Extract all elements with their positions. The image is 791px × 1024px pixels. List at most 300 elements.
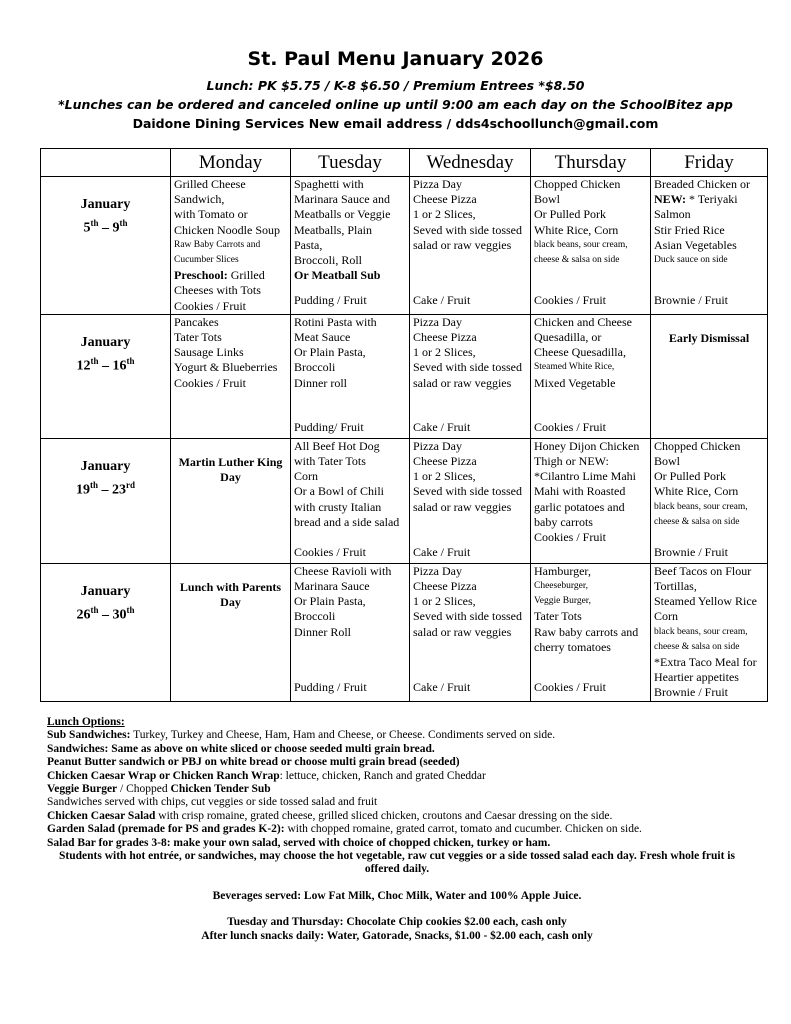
text: Tater Tots — [534, 609, 582, 624]
bold-text: NEW: — [654, 192, 687, 207]
cell-content — [294, 315, 406, 438]
menu-cell-tuesday — [291, 314, 410, 438]
start-day: 12 — [76, 358, 91, 374]
text: * Teriyaki — [686, 192, 738, 207]
week-row — [41, 438, 768, 563]
menu-line — [174, 223, 287, 238]
text: Cucumber Slices — [174, 255, 239, 266]
text: Seved with side tossed — [413, 222, 522, 237]
dessert: Pudding / Fruit — [294, 292, 367, 307]
dessert: Cake / Fruit — [413, 292, 471, 307]
menu-cell-friday: Early Dismissal — [651, 314, 768, 438]
day-header: Monday — [171, 149, 291, 177]
option-line — [47, 756, 747, 769]
bold-text: Chicken Tender Sub — [170, 783, 271, 796]
text: Marinara Sauce — [294, 579, 370, 594]
menu-line — [174, 192, 287, 207]
text: Sandwich, — [174, 192, 225, 207]
dessert: Cookies / Fruit — [534, 679, 607, 694]
menu-line — [294, 564, 406, 579]
text: Stir Fried Rice — [654, 222, 725, 237]
menu-line — [294, 454, 406, 469]
menu-line — [534, 207, 647, 222]
cookies-note: Tuesday and Thursday: Chocolate Chip cookies $2.00 each, cash only — [227, 916, 567, 929]
start-suffix: th — [90, 604, 99, 615]
date-range: 12th – 16th — [76, 355, 135, 374]
menu-line — [413, 594, 527, 609]
menu-line — [174, 238, 287, 253]
menu-line — [413, 177, 527, 192]
text: Meatballs, Plain — [294, 222, 372, 237]
menu-line — [413, 207, 527, 222]
text: Corn — [294, 469, 318, 484]
text: Raw baby carrots and — [534, 624, 639, 639]
menu-line — [534, 625, 647, 640]
text: Grilled — [227, 268, 265, 283]
menu-line — [654, 177, 764, 192]
text: with Tater Tots — [294, 454, 366, 469]
text: Cheese Pizza — [413, 454, 477, 469]
text: Chopped Chicken — [534, 177, 621, 191]
menu-line — [294, 609, 406, 624]
text: Pancakes — [174, 314, 219, 329]
text: 1 or 2 Slices, — [413, 345, 476, 360]
menu-line — [174, 283, 287, 298]
text: Corn — [654, 609, 678, 624]
text: Cheese Pizza — [413, 192, 477, 207]
menu-line — [174, 345, 287, 360]
text: Grilled Cheese — [174, 177, 246, 191]
menu-cell-friday — [651, 563, 768, 701]
text: Brownie / Fruit — [654, 685, 728, 700]
menu-line — [654, 484, 764, 499]
menu-line — [534, 579, 647, 594]
day-header: Thursday — [531, 149, 651, 177]
menu-line — [654, 439, 764, 454]
text: Seved with side tossed — [413, 609, 522, 624]
menu-cell-monday — [171, 177, 291, 315]
bold-text: Veggie Burger — [47, 783, 118, 796]
beverages-note: Beverages served: Low Fat Milk, Choc Milk, Water and 100% Apple Juice. — [212, 889, 582, 902]
menu-line — [174, 253, 287, 268]
snacks-note: After lunch snacks daily: Water, Gatorade, Snacks, $1.00 - $2.00 each, cash only — [201, 929, 593, 942]
menu-line — [294, 345, 406, 360]
text: Steamed White Rice, — [534, 362, 615, 373]
menu-line — [534, 330, 647, 345]
menu-line — [654, 564, 764, 579]
menu-line — [413, 360, 527, 375]
menu-table — [40, 148, 768, 702]
text: Spaghetti with — [294, 177, 364, 191]
start-day: 26 — [76, 607, 91, 623]
text: Or a Bowl of Chili — [294, 484, 384, 499]
text: Yogurt & Blueberries — [174, 360, 278, 375]
bold-text: Preschool: — [174, 268, 228, 283]
text: Pasta, — [294, 237, 323, 252]
menu-line — [294, 579, 406, 594]
menu-line — [294, 594, 406, 609]
text: / Chopped — [117, 783, 171, 796]
month: January — [80, 583, 131, 599]
text: cheese & salsa on side — [534, 255, 620, 266]
cell-content — [534, 564, 647, 698]
text: salad or raw veggies — [413, 237, 512, 252]
cell-content — [413, 439, 527, 563]
menu-cell-thursday — [531, 563, 651, 701]
text: Cheese Quesadilla, — [534, 345, 626, 360]
dessert: Cookies / Fruit — [294, 544, 367, 559]
text: with chopped romaine, grated carrot, tomato and cucumber. Chicken on side. — [284, 823, 642, 836]
option-line — [47, 770, 747, 783]
menu-line — [294, 268, 406, 283]
text: Or Pulled Pork — [534, 207, 606, 222]
cell-content — [534, 315, 647, 438]
menu-line — [413, 345, 527, 360]
menu-line — [654, 207, 764, 222]
menu-line — [413, 564, 527, 579]
cell-content — [413, 315, 527, 438]
text: 1 or 2 Slices, — [413, 594, 476, 609]
menu-line — [174, 299, 287, 314]
bold-text: Or Meatball Sub — [294, 268, 381, 283]
menu-cell-tuesday — [291, 563, 410, 701]
text: Steamed Yellow Rice — [654, 594, 757, 609]
text: Turkey, Turkey and Cheese, Ham, Ham and Cheese, or Cheese. Condiments served on side. — [130, 729, 556, 742]
menu-line — [654, 625, 764, 640]
text: Or Plain Pasta, — [294, 345, 366, 360]
cell-content — [534, 177, 647, 311]
text: Seved with side tossed — [413, 360, 522, 375]
text: cherry tomatoes — [534, 639, 611, 654]
text: *Extra Taco Meal for — [654, 655, 757, 670]
lunch-options — [47, 716, 747, 943]
text: Heartier appetites — [654, 670, 739, 685]
menu-line — [413, 579, 527, 594]
cell-content — [294, 177, 406, 311]
week-label — [41, 177, 171, 315]
dessert: Cookies / Fruit — [534, 419, 607, 434]
menu-line — [654, 579, 764, 594]
menu-line — [294, 625, 406, 640]
text: salad or raw veggies — [413, 499, 512, 514]
text: Quesadilla, or — [534, 330, 602, 345]
dessert: Cake / Fruit — [413, 544, 471, 559]
end-day: 23 — [112, 482, 126, 498]
text: Meat Sauce — [294, 330, 351, 345]
hot-entree-note: Students with hot entrée, or sandwiches, may choose the hot vegetable, raw cut veggies or a side tossed salad each day. Fresh whole fruit is offered daily. — [59, 850, 735, 876]
bold-text: Sandwiches: Same as above on white sliced or choose seeded multi grain bread. — [47, 742, 435, 755]
menu-line — [294, 469, 406, 484]
text: cheese & salsa on side — [654, 516, 740, 527]
menu-line — [534, 454, 647, 469]
text: Sandwiches served with chips, cut veggies or side tossed salad and fruit — [47, 796, 378, 809]
dessert: Cookies / Fruit — [534, 292, 607, 307]
text: 1 or 2 Slices, — [413, 469, 476, 484]
menu-line — [534, 345, 647, 360]
option-line — [47, 729, 747, 742]
text: Salmon — [654, 207, 691, 222]
menu-line — [534, 530, 647, 545]
menu-line — [654, 594, 764, 609]
text: Pizza Day — [413, 177, 462, 191]
header-row — [41, 149, 768, 177]
menu-line — [654, 609, 764, 624]
text: Pizza Day — [413, 314, 462, 329]
menu-line — [294, 192, 406, 207]
text: Raw Baby Carrots and — [174, 239, 261, 250]
text: Cheese Pizza — [413, 330, 477, 345]
text: Breaded Chicken or — [654, 177, 750, 191]
menu-cell-monday: Martin Luther King Day — [171, 438, 291, 563]
text: Or Pulled Pork — [654, 469, 726, 484]
text: Or Plain Pasta, — [294, 594, 366, 609]
text: with crisp romaine, grated cheese, grilled sliced chicken, croutons and Caesar dressing on the side. — [155, 809, 613, 822]
option-line — [47, 810, 747, 823]
menu-cell-monday: Lunch with Parents Day — [171, 563, 291, 701]
pricing: Lunch: PK $5.75 / K-8 $6.50 / Premium Entrees *$8.50 — [206, 78, 585, 93]
menu-line — [294, 376, 406, 391]
menu-line — [294, 253, 406, 268]
menu-line — [413, 315, 527, 330]
menu-line — [413, 238, 527, 253]
end-suffix: th — [126, 604, 135, 615]
text: White Rice, Corn — [654, 484, 739, 499]
menu-line — [413, 625, 527, 640]
lunch-options-heading: Lunch Options: — [47, 716, 125, 728]
text: Cheese Ravioli with — [294, 563, 392, 578]
menu-line — [294, 484, 406, 499]
text: Sausage Links — [174, 345, 244, 360]
date-range: 5th – 9th — [83, 218, 128, 236]
week-label — [41, 314, 171, 438]
date-range: 19th – 23rd — [75, 479, 135, 498]
menu-line — [174, 330, 287, 345]
menu-line — [413, 439, 527, 454]
menu-line — [534, 515, 647, 530]
text: Veggie Burger, — [534, 596, 591, 607]
text: : lettuce, chicken, Ranch and grated Cheddar — [279, 769, 486, 782]
week-label — [41, 438, 171, 563]
text: with crusty Italian — [294, 499, 382, 514]
ordering-note: *Lunches can be ordered and canceled online up until 9:00 am each day on the SchoolBitez app — [58, 97, 733, 112]
menu-cell-monday — [171, 314, 291, 438]
menu-line — [654, 192, 764, 207]
menu-line — [294, 515, 406, 530]
week-row — [41, 563, 768, 701]
menu-line — [654, 670, 764, 685]
text: Cookies / Fruit — [174, 375, 247, 390]
start-day: 5 — [83, 220, 91, 236]
text: baby carrots — [534, 514, 593, 529]
end-day: 9 — [112, 220, 120, 236]
week-row — [41, 177, 768, 315]
corner-cell — [41, 149, 171, 177]
menu-line — [534, 500, 647, 515]
menu-line — [654, 454, 764, 469]
menu-line — [413, 223, 527, 238]
cell-content — [294, 564, 406, 698]
text: cheese & salsa on side — [654, 641, 740, 652]
text: Mixed Vegetable — [534, 375, 616, 390]
menu-cell-wednesday — [410, 314, 531, 438]
cell-content — [413, 564, 527, 698]
text: Hamburger, — [534, 563, 591, 578]
text: Chopped Chicken — [654, 438, 741, 453]
text: Cheese Pizza — [413, 579, 477, 594]
bold-text: Garden Salad (premade for PS and grades K-2): — [47, 823, 285, 836]
menu-line — [174, 207, 287, 222]
menu-line — [534, 439, 647, 454]
month: January — [80, 334, 131, 350]
menu-line — [534, 609, 647, 624]
menu-line — [534, 315, 647, 330]
month: January — [80, 458, 131, 474]
menu-line — [174, 315, 287, 330]
cell-content — [654, 564, 764, 701]
menu-line — [174, 376, 287, 391]
cell-content — [654, 177, 764, 311]
menu-line — [654, 238, 764, 253]
text: White Rice, Corn — [534, 222, 619, 237]
menu-cell-thursday — [531, 438, 651, 563]
menu-line — [534, 253, 647, 268]
text: Cookies / Fruit — [534, 530, 607, 545]
contact-line: Daidone Dining Services New email address / dds4schoollunch@gmail.com — [132, 116, 659, 131]
menu-cell-wednesday — [410, 177, 531, 315]
bold-text: Chicken Caesar Wrap or Chicken Ranch Wrap — [47, 769, 280, 782]
text: Chicken and Cheese — [534, 314, 632, 329]
dessert: Pudding/ Fruit — [294, 419, 364, 434]
dessert: Brownie / Fruit — [654, 292, 728, 307]
menu-cell-wednesday — [410, 438, 531, 563]
start-suffix: th — [90, 218, 99, 228]
end-day: 30 — [112, 607, 127, 623]
menu-line — [654, 640, 764, 655]
text: Seved with side tossed — [413, 484, 522, 499]
menu-line — [654, 469, 764, 484]
menu-line — [294, 223, 406, 238]
start-suffix: th — [90, 355, 99, 366]
text: Cookies / Fruit — [174, 298, 247, 313]
text: Cheeses with Tots — [174, 283, 261, 298]
menu-line — [534, 192, 647, 207]
text: Broccoli — [294, 609, 336, 624]
text: black beans, sour cream, — [654, 501, 748, 512]
end-suffix: th — [119, 218, 128, 228]
menu-line — [174, 360, 287, 375]
text: black beans, sour cream, — [654, 626, 748, 637]
menu-line — [294, 315, 406, 330]
cell-content — [294, 439, 406, 563]
menu-line — [294, 207, 406, 222]
text: Dinner Roll — [294, 624, 351, 639]
menu-line — [654, 655, 764, 670]
menu-line — [413, 376, 527, 391]
text: salad or raw veggies — [413, 375, 512, 390]
text: 1 or 2 Slices, — [413, 207, 476, 222]
menu-line — [654, 500, 764, 515]
text: Mahi with Roasted — [534, 484, 626, 499]
cell-content — [174, 177, 287, 314]
menu-line — [534, 640, 647, 655]
text: Pizza Day — [413, 563, 462, 578]
day-header: Wednesday — [410, 149, 531, 177]
menu-line — [413, 609, 527, 624]
menu-line — [294, 439, 406, 454]
end-suffix: th — [126, 355, 135, 366]
end-suffix: rd — [126, 479, 135, 490]
text: Bowl — [654, 454, 681, 469]
text: salad or raw veggies — [413, 624, 512, 639]
menu-line — [534, 238, 647, 253]
menu-cell-friday — [651, 177, 768, 315]
menu-line — [534, 469, 647, 484]
start-day: 19 — [75, 482, 90, 498]
text: Bowl — [534, 192, 561, 207]
menu-line — [413, 500, 527, 515]
text: Chicken Noodle Soup — [174, 222, 280, 237]
text: All Beef Hot Dog — [294, 438, 380, 453]
dessert: Cake / Fruit — [413, 419, 471, 434]
text: Rotini Pasta with — [294, 314, 377, 329]
text: Broccoli, Roll — [294, 253, 362, 268]
dessert: Brownie / Fruit — [654, 544, 728, 559]
menu-line — [654, 685, 764, 700]
menu-line — [413, 484, 527, 499]
day-header: Tuesday — [291, 149, 410, 177]
menu-cell-tuesday — [291, 177, 410, 315]
menu-line — [534, 564, 647, 579]
text: Tater Tots — [174, 330, 222, 345]
text: Tortillas, — [654, 579, 697, 594]
menu-line — [534, 376, 647, 391]
dessert: Pudding / Fruit — [294, 679, 367, 694]
text: Broccoli — [294, 360, 336, 375]
bold-text: Sub Sandwiches: — [47, 729, 131, 742]
text: Honey Dijon Chicken — [534, 438, 640, 453]
text: Pizza Day — [413, 438, 462, 453]
text: black beans, sour cream, — [534, 239, 628, 250]
cell-content — [174, 315, 287, 438]
menu-line — [534, 360, 647, 375]
menu-line — [534, 484, 647, 499]
menu-line — [654, 253, 764, 268]
text: Thigh or NEW: — [534, 454, 609, 469]
start-suffix: th — [89, 479, 98, 490]
cell-content — [654, 439, 764, 563]
bold-text: Chicken Caesar Salad — [47, 809, 156, 822]
option-line — [47, 823, 747, 836]
text: with Tomato or — [174, 207, 248, 222]
menu-line — [294, 177, 406, 192]
week-row — [41, 314, 768, 438]
menu-cell-friday — [651, 438, 768, 563]
bold-text: Salad Bar for grades 3-8: make your own salad, served with choice of chopped chicken, turkey or ham. — [47, 836, 551, 849]
menu-cell-thursday — [531, 177, 651, 315]
cell-content — [413, 177, 527, 311]
menu-line — [294, 238, 406, 253]
menu-line — [413, 469, 527, 484]
menu-cell-thursday — [531, 314, 651, 438]
month: January — [80, 197, 131, 212]
text: *Cilantro Lime Mahi — [534, 469, 636, 484]
week-label — [41, 563, 171, 701]
cell-content — [534, 439, 647, 563]
menu-cell-tuesday — [291, 438, 410, 563]
menu-line — [534, 223, 647, 238]
menu-line — [654, 223, 764, 238]
option-line — [47, 743, 747, 756]
